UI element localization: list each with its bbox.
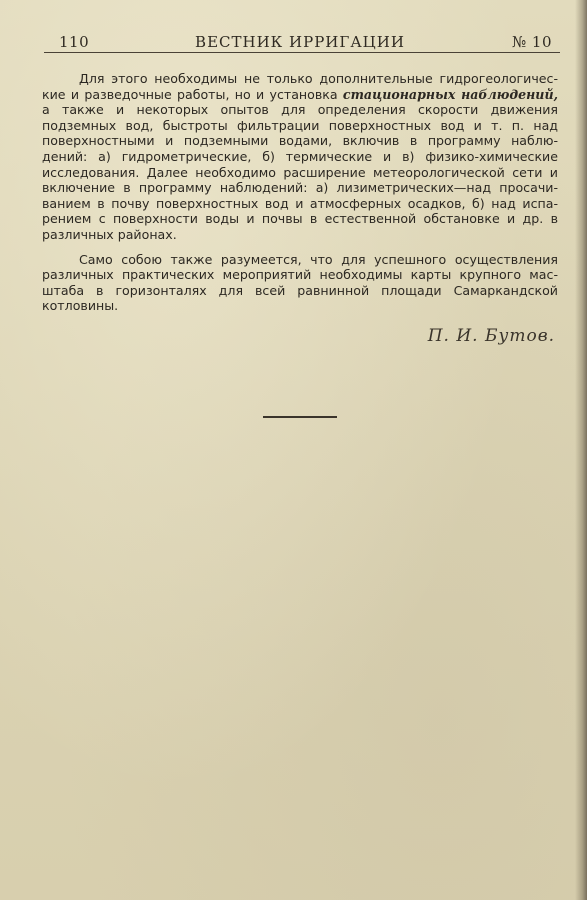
text-line: различных практических мероприятий необходимы карты крупного мас- [42,267,558,283]
text-line: котловины. [42,298,119,314]
journal-title: ВЕСТНИК ИРРИГАЦИИ [195,33,405,51]
page-number: 110 [59,33,90,51]
author-signature: П. И. Бутов. [427,326,555,346]
section-divider [263,416,337,418]
text-line: дений: а) гидрометрические, б) термические и в) физико-химические [42,148,558,164]
issue-number: № 10 [511,33,552,51]
text-line [42,87,558,103]
text-line: исследования. Далее необходимо расширение метеорологической сети и [42,164,558,180]
running-header [44,33,556,53]
page-edge-shadow [575,0,587,900]
text-line: различных районах. [42,226,177,242]
text-line: а также и некоторых опытов для определения скорости движения [42,102,558,118]
article-body [42,71,558,314]
text-line: Для этого необходимы не только дополнительные гидрогеологичес- [79,71,558,86]
text-line: подземных вод, быстроты фильтрации поверхностных вод и т. п. над [42,117,558,133]
text-line: поверхностными и подземными водами, включив в программу наблю- [42,133,558,149]
emphasized-phrase: стационарных наблюдений, [342,86,558,102]
text-line: включение в программу наблюдений: а) лизиметрических—над просачи- [42,180,558,196]
text-line: ванием в почву поверхностных вод и атмосферных осадков, б) над испа- [42,195,558,211]
header-rule [44,52,560,53]
text-line: Само собою также разумеется, что для успешного осуществления [79,251,558,267]
text-line: штаба в горизонталях для всей равнинной площади Самаркандской [42,282,558,298]
text-line: рением с поверхности воды и почвы в естественной обстановке и др. в [42,211,558,227]
text-segment: кие и разведочные работы, но и установка [42,86,343,102]
